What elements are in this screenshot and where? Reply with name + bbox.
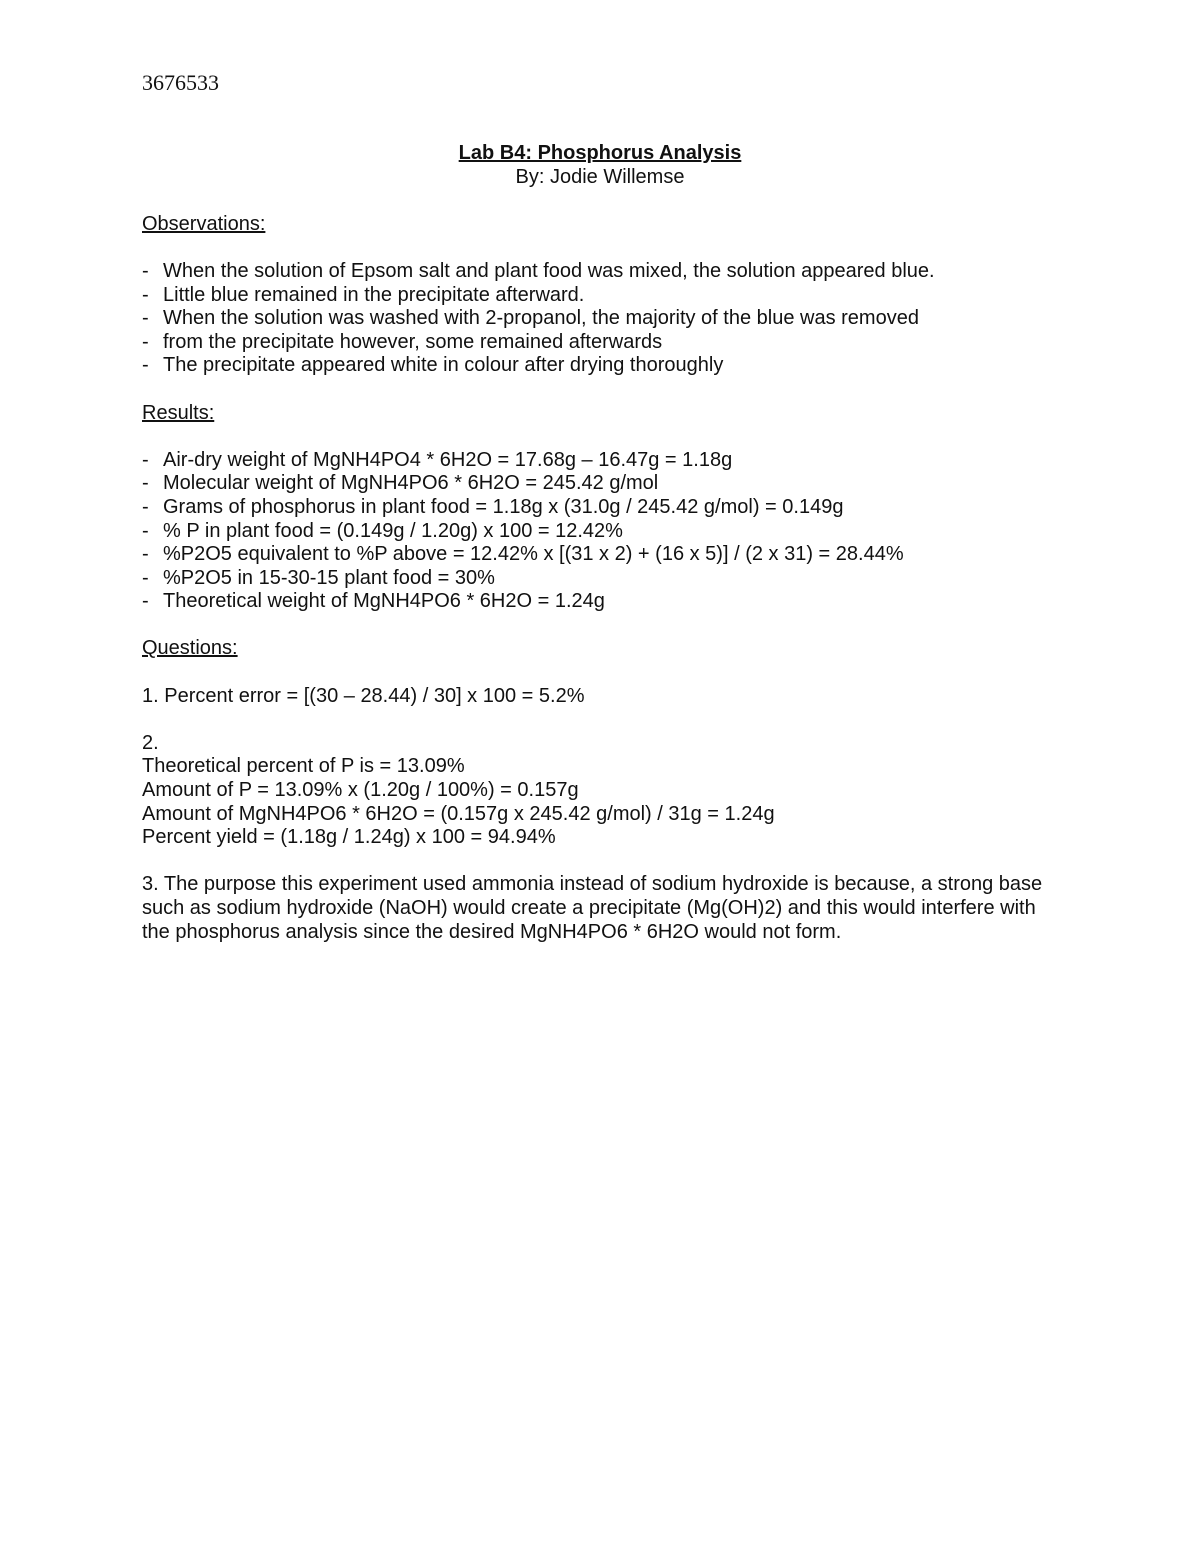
question-2-line: Theoretical percent of P is = 13.09% [142,755,465,778]
title-block [142,142,1058,189]
document-id: 3676533 [142,70,219,95]
list-item: - When the solution was washed with 2-propanol, the majority of the blue was removed [142,307,1058,331]
list-item: - Little blue remained in the precipitate afterward. [142,284,1058,308]
list-item: - Theoretical weight of MgNH4PO6 * 6H2O = 1.24g [142,590,1058,614]
question-1-answer: 1. Percent error = [(30 – 28.44) / 30] x 100 = 5.2% [142,684,585,707]
list-item: - Grams of phosphorus in plant food = 1.18g x (31.0g / 245.42 g/mol) = 0.149g [142,496,1058,520]
document-title: Lab B4: Phosphorus Analysis [458,142,742,164]
list-item: - %P2O5 in 15-30-15 plant food = 30% [142,567,1058,591]
author-line: By: Jodie Willemse [515,165,685,188]
question-2-number: 2. [142,731,159,754]
observations-list [142,260,1058,378]
question-2-line: Percent yield = (1.18g / 1.24g) x 100 = 94.94% [142,826,556,849]
list-item: - Air-dry weight of MgNH4PO4 * 6H2O = 17.68g – 16.47g = 1.18g [142,449,1058,473]
list-item: - The precipitate appeared white in colour after drying thoroughly [142,354,1058,378]
questions-heading: Questions: [142,637,238,660]
results-list [142,449,1058,614]
question-2-line: Amount of P = 13.09% x (1.20g / 100%) = 0.157g [142,779,579,802]
question-2-line: Amount of MgNH4PO6 * 6H2O = (0.157g x 245.42 g/mol) / 31g = 1.24g [142,802,775,825]
results-heading: Results: [142,401,215,424]
question-2-answer [142,732,1058,850]
list-item: - Molecular weight of MgNH4PO6 * 6H2O = 245.42 g/mol [142,472,1058,496]
observations-heading: Observations: [142,212,266,235]
list-item: - from the precipitate however, some remained afterwards [142,331,1058,355]
list-item: - When the solution of Epsom salt and plant food was mixed, the solution appeared blue. [142,260,1058,284]
question-3-answer: 3. The purpose this experiment used ammonia instead of sodium hydroxide is because, a strong base such as sodium hydroxide (NaOH) would create a precipitate (Mg(OH)2) and this would interfere with the phosphorus analysis since the desired MgNH4PO6 * 6H2O would not form. [142,873,1043,943]
list-item: - %P2O5 equivalent to %P above = 12.42% x [(31 x 2) + (16 x 5)] / (2 x 31) = 28.44% [142,543,1058,567]
list-item: - % P in plant food = (0.149g / 1.20g) x 100 = 12.42% [142,520,1058,544]
